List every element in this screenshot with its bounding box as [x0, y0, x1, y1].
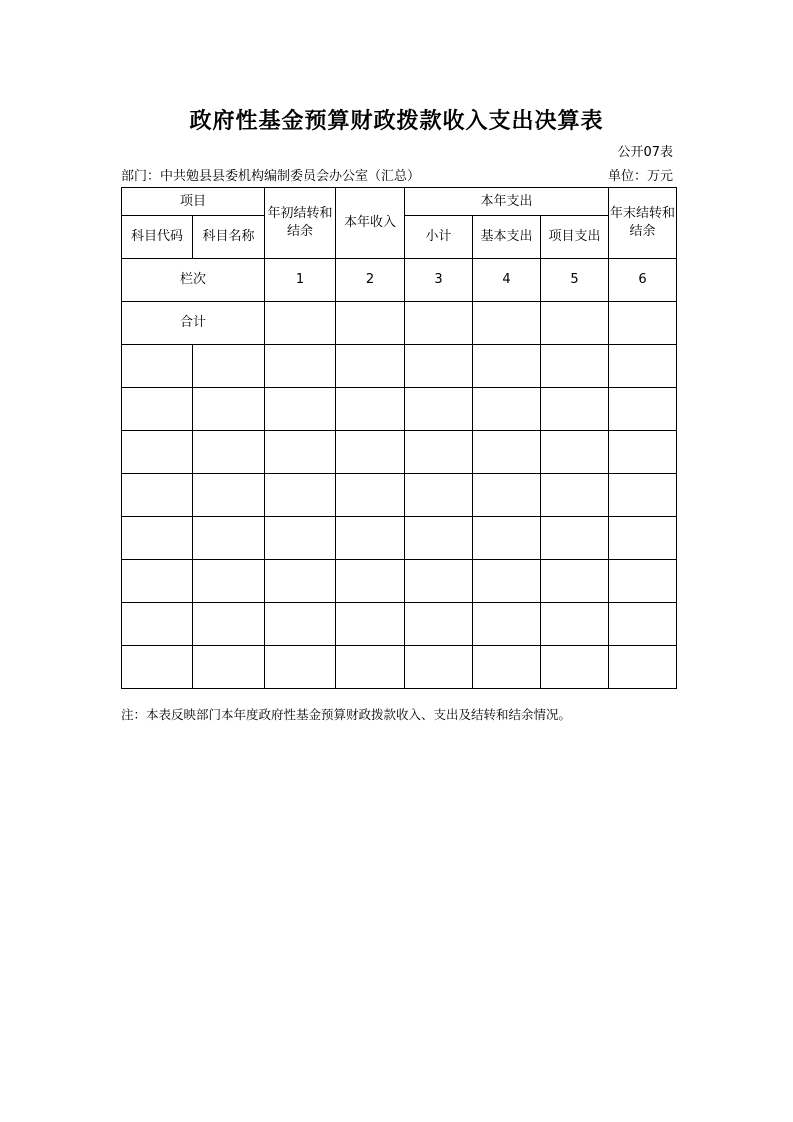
table-cell — [541, 646, 609, 689]
column-index-cell: 1 — [265, 259, 336, 302]
table-row — [122, 560, 677, 603]
department-label: 部门：中共勉县县委机构编制委员会办公室（汇总） — [121, 169, 421, 184]
table-cell — [122, 431, 193, 474]
column-index-row — [122, 259, 677, 302]
page-title: 政府性基金预算财政拨款收入支出决算表 — [189, 109, 604, 134]
total-label: 合计 — [122, 302, 265, 345]
table-cell — [193, 560, 265, 603]
table-cell — [609, 603, 677, 646]
table-cell — [122, 646, 193, 689]
header-project-expense: 项目支出 — [541, 216, 609, 259]
table-row — [122, 431, 677, 474]
header-closing-balance: 年末结转和结余 — [609, 188, 677, 259]
header-item: 项目 — [122, 188, 265, 216]
table-cell — [405, 603, 473, 646]
table-row — [122, 345, 677, 388]
table-cell — [405, 474, 473, 517]
column-index-cell: 6 — [609, 259, 677, 302]
table-cell — [473, 646, 541, 689]
table-cell — [265, 517, 336, 560]
table-cell — [405, 345, 473, 388]
table-cell — [193, 388, 265, 431]
table-cell — [541, 474, 609, 517]
table-cell — [473, 345, 541, 388]
table-cell — [265, 388, 336, 431]
table-cell — [405, 431, 473, 474]
table-cell — [336, 388, 405, 431]
table-cell — [265, 646, 336, 689]
total-cell — [405, 302, 473, 345]
table-row — [122, 603, 677, 646]
table-cell — [541, 345, 609, 388]
table-cell — [473, 517, 541, 560]
form-code: 公开07表 — [617, 145, 673, 160]
header-subject-name: 科目名称 — [193, 216, 265, 259]
table-row — [122, 646, 677, 689]
table-cell — [336, 603, 405, 646]
table-cell — [193, 474, 265, 517]
column-index-cell: 4 — [473, 259, 541, 302]
table-row — [122, 474, 677, 517]
table-cell — [336, 345, 405, 388]
table-cell — [122, 345, 193, 388]
table-cell — [336, 517, 405, 560]
table-cell — [405, 388, 473, 431]
table-cell — [265, 560, 336, 603]
total-cell — [609, 302, 677, 345]
table-cell — [473, 431, 541, 474]
header-subtotal: 小计 — [405, 216, 473, 259]
table-cell — [193, 517, 265, 560]
column-index-cell: 2 — [336, 259, 405, 302]
table-cell — [336, 474, 405, 517]
table-cell — [609, 345, 677, 388]
table-cell — [336, 560, 405, 603]
table-cell — [609, 431, 677, 474]
unit-label: 单位：万元 — [607, 169, 673, 184]
header-current-expense: 本年支出 — [405, 188, 609, 216]
table-cell — [609, 560, 677, 603]
table-cell — [336, 431, 405, 474]
table-cell — [473, 388, 541, 431]
table-cell — [405, 517, 473, 560]
table-row — [122, 517, 677, 560]
budget-table — [121, 187, 677, 689]
table-cell — [193, 345, 265, 388]
table-cell — [265, 474, 336, 517]
table-row — [122, 388, 677, 431]
table-cell — [609, 474, 677, 517]
table-cell — [609, 517, 677, 560]
column-index-label: 栏次 — [122, 259, 265, 302]
total-cell — [336, 302, 405, 345]
table-cell — [265, 431, 336, 474]
table-cell — [473, 474, 541, 517]
table-cell — [405, 646, 473, 689]
table-cell — [609, 646, 677, 689]
column-index-cell: 3 — [405, 259, 473, 302]
table-cell — [122, 388, 193, 431]
column-index-cell: 5 — [541, 259, 609, 302]
total-cell — [473, 302, 541, 345]
header-current-income: 本年收入 — [336, 188, 405, 259]
header-opening-balance: 年初结转和结余 — [265, 188, 336, 259]
table-cell — [541, 517, 609, 560]
table-cell — [541, 388, 609, 431]
table-cell — [265, 603, 336, 646]
table-cell — [193, 646, 265, 689]
table-cell — [193, 603, 265, 646]
total-cell — [265, 302, 336, 345]
table-cell — [336, 646, 405, 689]
table-cell — [541, 603, 609, 646]
total-row — [122, 302, 677, 345]
table-cell — [122, 517, 193, 560]
table-cell — [609, 388, 677, 431]
table-cell — [541, 431, 609, 474]
header-basic-expense: 基本支出 — [473, 216, 541, 259]
table-cell — [473, 560, 541, 603]
header-subject-code: 科目代码 — [122, 216, 193, 259]
table-cell — [541, 560, 609, 603]
table-cell — [122, 560, 193, 603]
table-cell — [265, 345, 336, 388]
table-cell — [405, 560, 473, 603]
table-cell — [193, 431, 265, 474]
table-cell — [473, 603, 541, 646]
table-cell — [122, 474, 193, 517]
footnote: 注：本表反映部门本年度政府性基金预算财政拨款收入、支出及结转和结余情况。 — [121, 707, 572, 722]
total-cell — [541, 302, 609, 345]
table-cell — [122, 603, 193, 646]
